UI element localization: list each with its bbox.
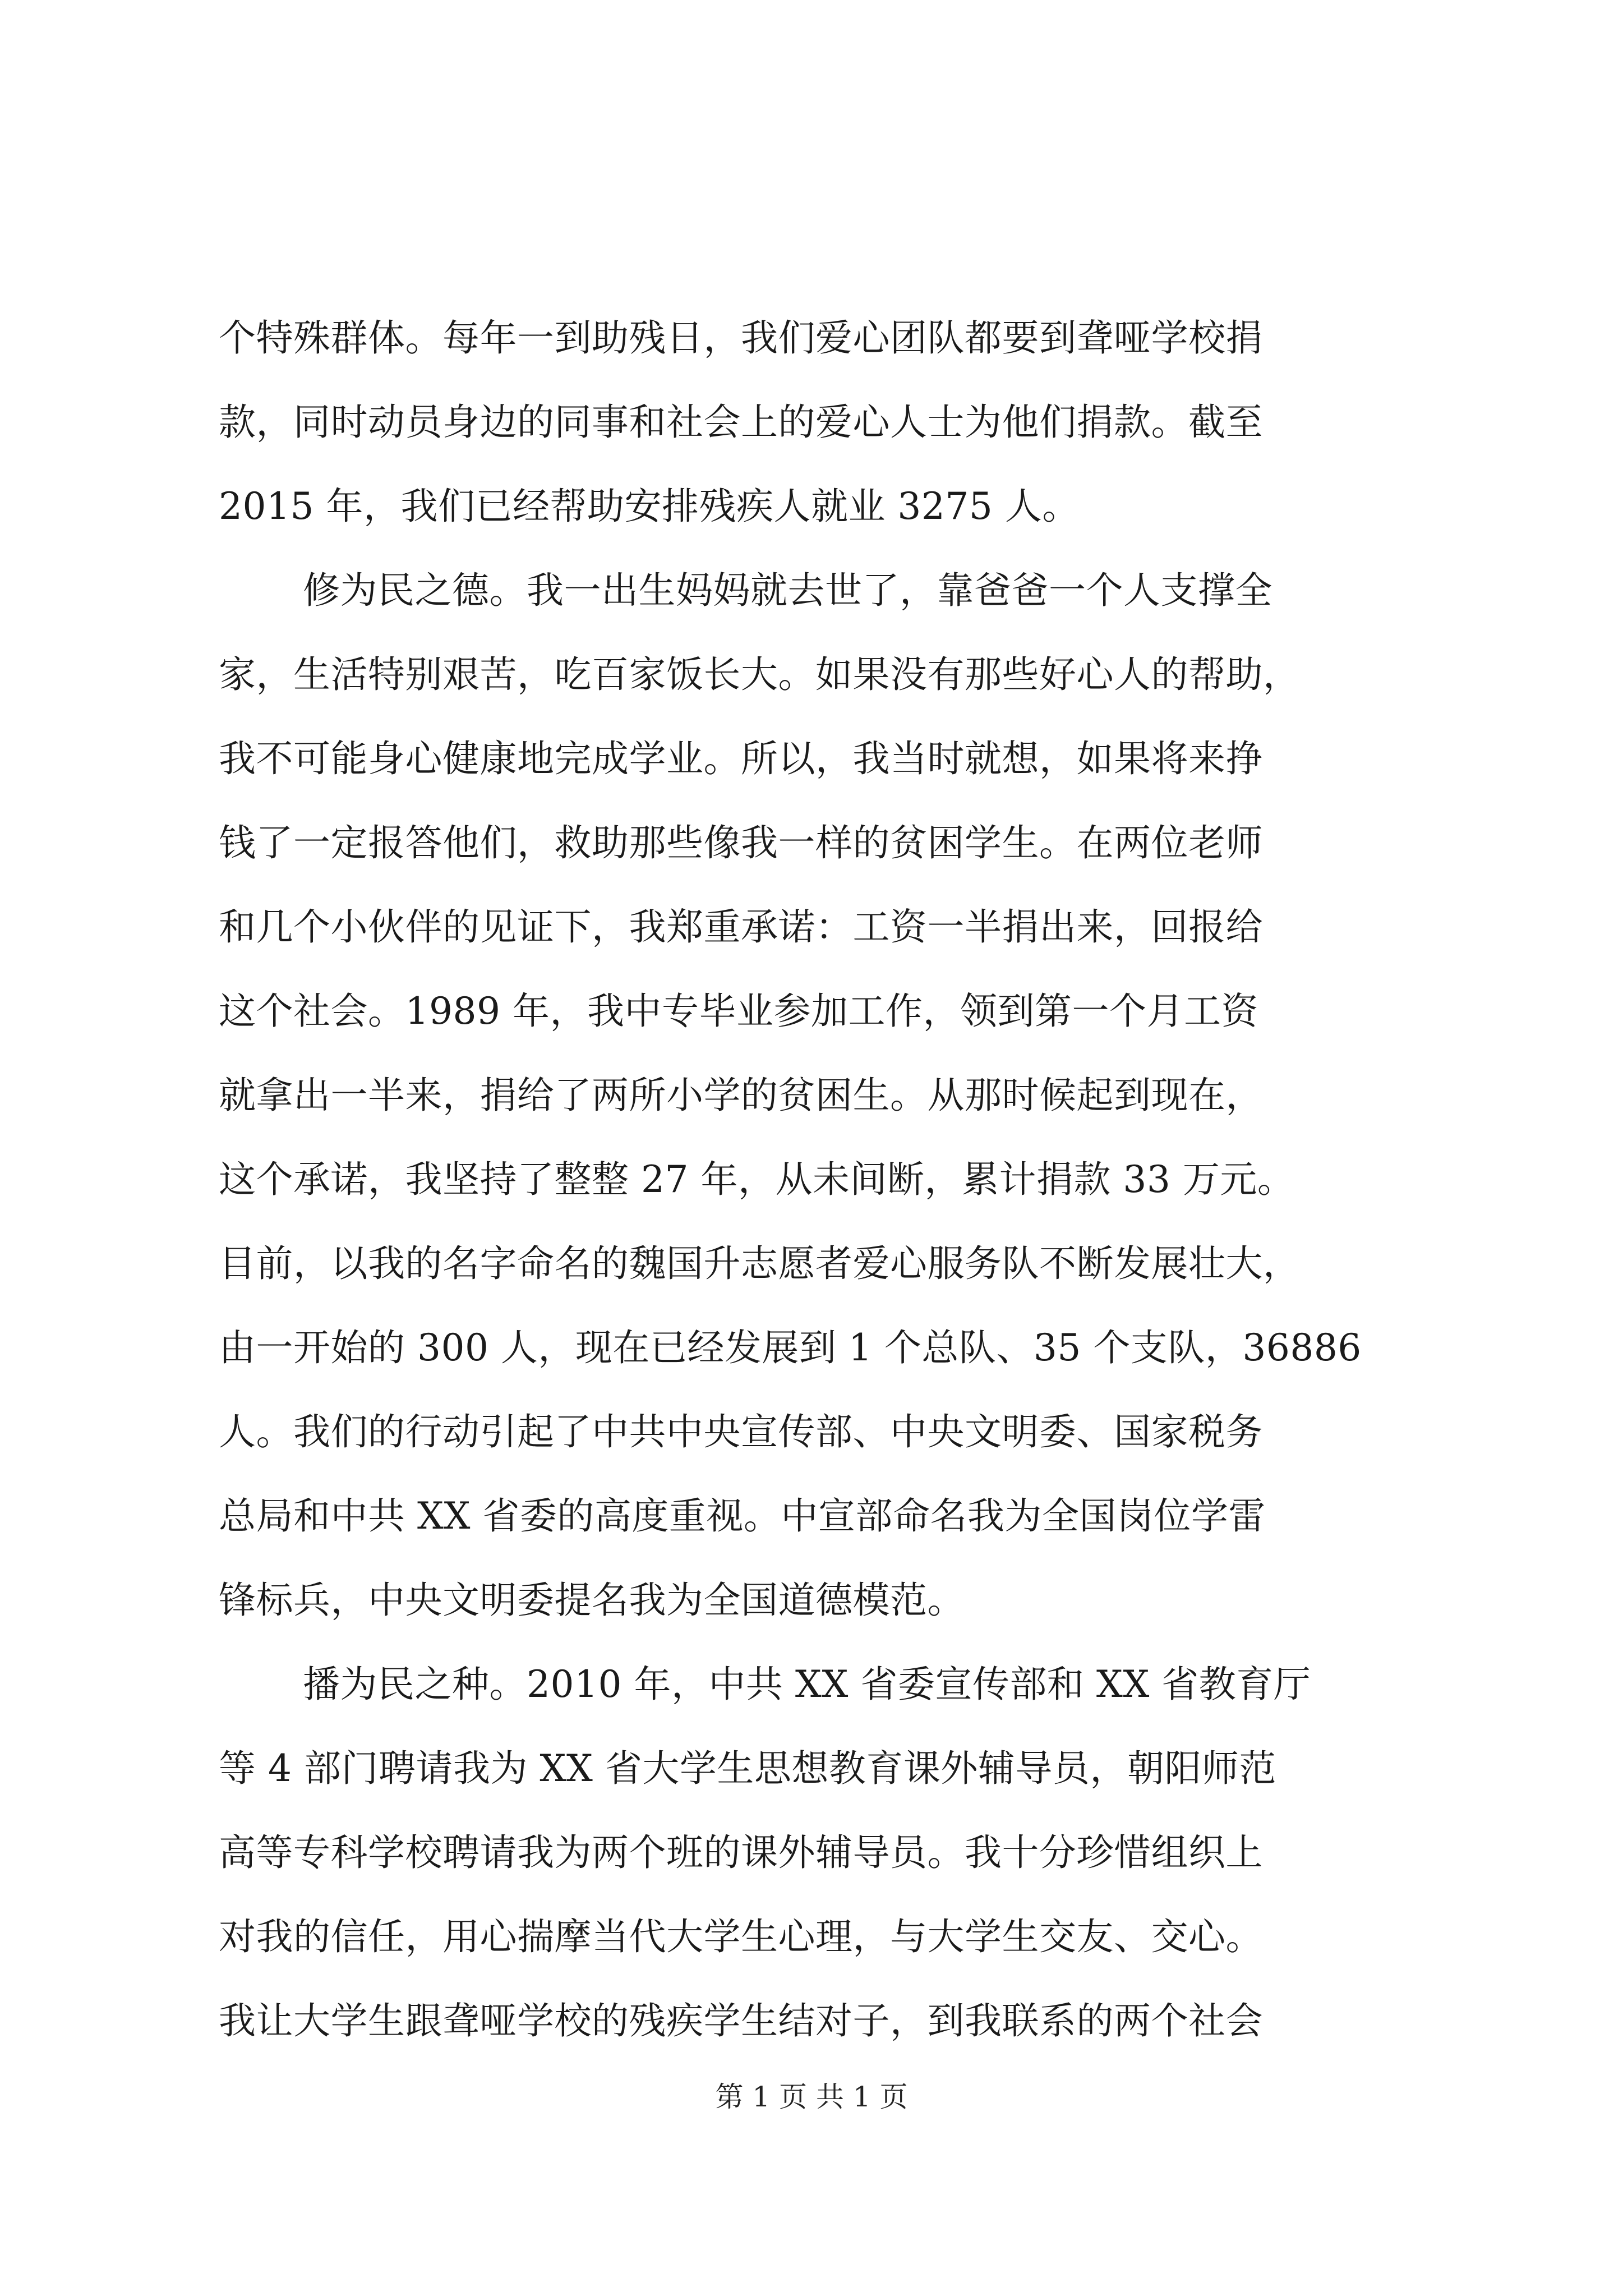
text-line: 由一开始的 300 人，现在已经发展到 1 个总队、35 个支队，36886 xyxy=(219,1326,1362,1369)
text-line: 钱了一定报答他们，救助那些像我一样的贫困学生。在两位老师 xyxy=(219,821,1263,864)
text-line: 等 4 部门聘请我为 XX 省大学生思想教育课外辅导员，朝阳师范 xyxy=(219,1747,1276,1790)
text-line: 我不可能身心健康地完成学业。所以，我当时就想，如果将来挣 xyxy=(219,737,1263,780)
text-line: 锋标兵，中央文明委提名我为全国道德模范。 xyxy=(219,1579,965,1622)
text-line: 总局和中共 XX 省委的高度重视。中宣部命名我为全国岗位学雷 xyxy=(219,1494,1266,1538)
text-line: 这个社会。1989 年，我中专毕业参加工作，领到第一个月工资 xyxy=(219,990,1258,1033)
text-line: 我让大学生跟聋哑学校的残疾学生结对子，到我联系的两个社会 xyxy=(219,1999,1263,2042)
paragraph-start-line: 修为民之德。我一出生妈妈就去世了，靠爸爸一个人支撑全 xyxy=(303,569,1272,612)
text-line: 款，同时动员身边的同事和社会上的爱心人士为他们捐款。截至 xyxy=(219,401,1263,444)
text-line: 人。我们的行动引起了中共中央宣传部、中央文明委、国家税务 xyxy=(219,1410,1263,1453)
text-line: 家，生活特别艰苦，吃百家饭长大。如果没有那些好心人的帮助， xyxy=(219,653,1301,696)
text-line: 个特殊群体。每年一到助残日，我们爱心团队都要到聋哑学校捐 xyxy=(219,316,1263,360)
text-line: 目前，以我的名字命名的魏国升志愿者爱心服务队不断发展壮大， xyxy=(219,1242,1301,1285)
text-line: 就拿出一半来，捐给了两所小学的贫困生。从那时候起到现在， xyxy=(219,1074,1263,1117)
text-line: 高等专科学校聘请我为两个班的课外辅导员。我十分珍惜组织上 xyxy=(219,1831,1263,1874)
text-line: 和几个小伙伴的见证下，我郑重承诺：工资一半捐出来，回报给 xyxy=(219,905,1263,949)
document-body xyxy=(219,296,1433,2063)
text-line: 对我的信任，用心揣摩当代大学生心理，与大学生交友、交心。 xyxy=(219,1915,1263,1958)
text-line: 2015 年，我们已经帮助安排残疾人就业 3275 人。 xyxy=(219,485,1080,528)
page-number-footer: 第 1 页 共 1 页 xyxy=(715,2081,908,2113)
paragraph-start-line: 播为民之种。2010 年，中共 XX 省委宣传部和 XX 省教育厅 xyxy=(303,1663,1311,1706)
text-line: 这个承诺，我坚持了整整 27 年，从未间断，累计捐款 33 万元。 xyxy=(219,1158,1295,1201)
